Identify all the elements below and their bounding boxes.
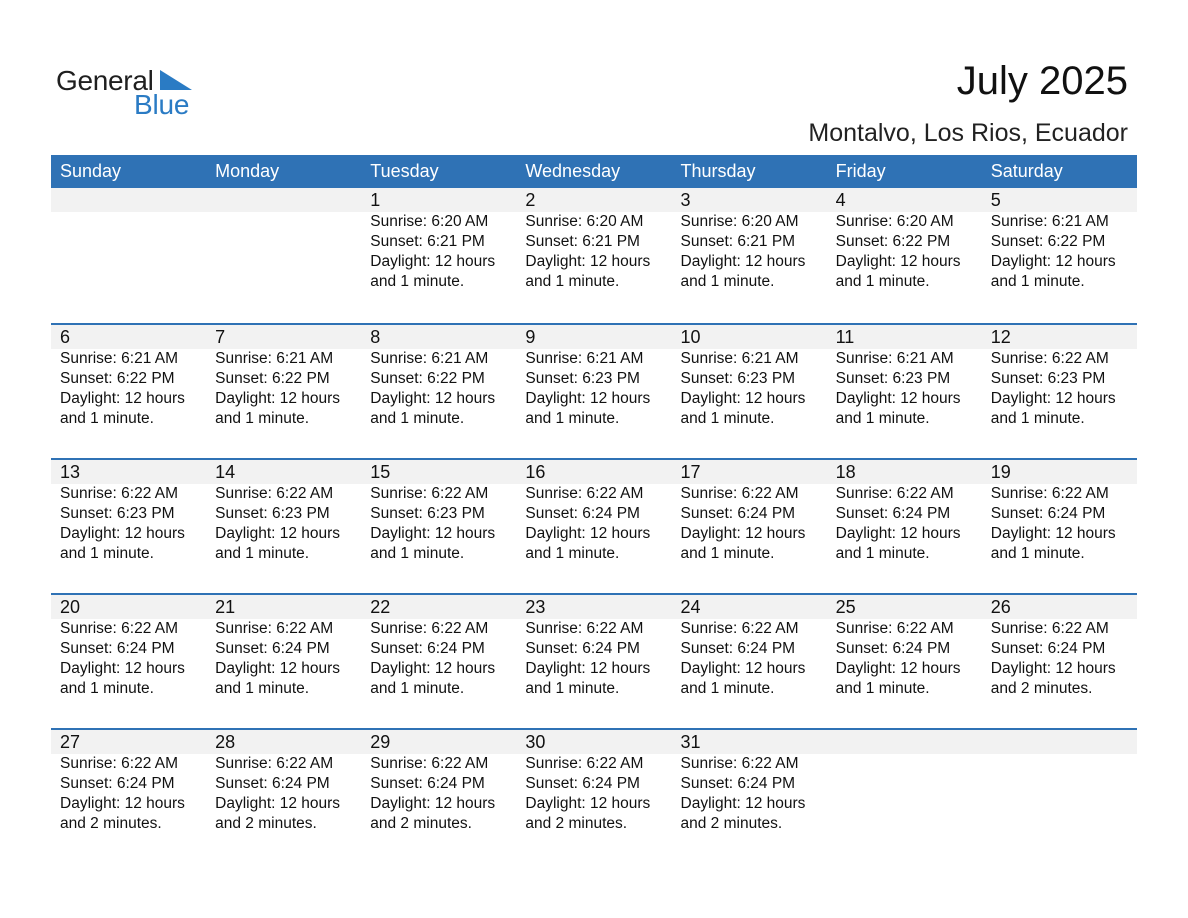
sunset-text: Sunset: 6:24 PM: [60, 775, 175, 792]
daylight-duration-text: and 1 minute.: [680, 273, 775, 290]
empty-day-cell: [206, 188, 361, 323]
weeks-container: [51, 188, 1137, 863]
day-number: 20: [60, 597, 81, 617]
daylight-duration-text: and 1 minute.: [990, 410, 1085, 427]
sunset-text: Sunset: 6:24 PM: [680, 505, 796, 522]
sunset-text: Sunset: 6:23 PM: [215, 505, 330, 522]
day-cell: [51, 730, 206, 863]
daylight-duration-text: and 2 minutes.: [215, 815, 317, 832]
daylight-duration-text: and 2 minutes.: [990, 680, 1093, 697]
sunset-text: Sunset: 6:24 PM: [525, 505, 640, 522]
daylight-text: Daylight: 12 hours: [370, 390, 496, 407]
sunset-text: Sunset: 6:24 PM: [525, 640, 640, 657]
sunrise-text: Sunrise: 6:22 AM: [680, 620, 799, 637]
sunrise-text: Sunrise: 6:22 AM: [835, 485, 954, 502]
weekday-header: Wednesday: [525, 161, 621, 181]
day-cell: [516, 188, 671, 323]
sunset-text: Sunset: 6:23 PM: [835, 370, 951, 387]
week-row: [51, 728, 1137, 863]
daylight-text: Daylight: 12 hours: [990, 525, 1116, 542]
day-cell: [51, 460, 206, 593]
daylight-duration-text: and 1 minute.: [525, 545, 620, 562]
day-number: 16: [525, 462, 546, 482]
sunrise-text: Sunrise: 6:22 AM: [370, 755, 489, 772]
daylight-duration-text: and 2 minutes.: [60, 815, 162, 832]
sunrise-text: Sunrise: 6:21 AM: [215, 350, 334, 367]
day-number: 2: [525, 190, 536, 210]
day-cell: [206, 325, 361, 458]
week-row: [51, 458, 1137, 593]
day-cell: [516, 460, 671, 593]
daylight-text: Daylight: 12 hours: [525, 525, 651, 542]
day-number: 29: [370, 732, 391, 752]
empty-day-cell: [827, 730, 982, 863]
daylight-text: Daylight: 12 hours: [835, 390, 961, 407]
daylight-text: Daylight: 12 hours: [370, 660, 496, 677]
day-number: 6: [60, 327, 71, 347]
day-number: 28: [215, 732, 236, 752]
day-cell: [672, 460, 827, 593]
daylight-text: Daylight: 12 hours: [680, 253, 806, 270]
day-cell: [516, 595, 671, 728]
weekday-header: Saturday: [990, 161, 1063, 181]
day-cell: [51, 595, 206, 728]
sunset-text: Sunset: 6:24 PM: [990, 505, 1106, 522]
day-number: 18: [835, 462, 856, 482]
sunrise-text: Sunrise: 6:22 AM: [215, 620, 334, 637]
day-cell: [516, 730, 671, 863]
day-number: 7: [215, 327, 226, 347]
day-cell: [361, 460, 516, 593]
sunrise-text: Sunrise: 6:22 AM: [60, 485, 179, 502]
sunrise-text: Sunrise: 6:22 AM: [680, 485, 799, 502]
sunrise-text: Sunrise: 6:21 AM: [525, 350, 644, 367]
sunset-text: Sunset: 6:24 PM: [370, 775, 485, 792]
daylight-duration-text: and 1 minute.: [370, 273, 465, 290]
day-number: 4: [835, 190, 846, 210]
daylight-duration-text: and 1 minute.: [370, 680, 465, 697]
daylight-text: Daylight: 12 hours: [60, 525, 185, 542]
day-cell: [361, 595, 516, 728]
daylight-text: Daylight: 12 hours: [835, 660, 961, 677]
day-number: 15: [370, 462, 391, 482]
day-cell: [51, 325, 206, 458]
daylight-text: Daylight: 12 hours: [215, 525, 341, 542]
daylight-duration-text: and 1 minute.: [215, 545, 310, 562]
logo-triangle-icon: [160, 70, 192, 90]
weekday-header: Tuesday: [370, 161, 439, 181]
sunset-text: Sunset: 6:24 PM: [370, 640, 485, 657]
empty-day-cell: [51, 188, 206, 323]
day-number: 17: [680, 462, 701, 482]
daylight-duration-text: and 1 minute.: [835, 545, 930, 562]
daylight-duration-text: and 1 minute.: [215, 680, 310, 697]
sunset-text: Sunset: 6:24 PM: [990, 640, 1106, 657]
weekday-header: Thursday: [680, 161, 756, 181]
daylight-text: Daylight: 12 hours: [60, 660, 185, 677]
sunrise-text: Sunrise: 6:21 AM: [680, 350, 799, 367]
sunset-text: Sunset: 6:22 PM: [60, 370, 175, 387]
sunrise-text: Sunrise: 6:22 AM: [990, 485, 1109, 502]
sunset-text: Sunset: 6:24 PM: [835, 640, 951, 657]
daylight-duration-text: and 1 minute.: [215, 410, 310, 427]
day-number: 11: [835, 327, 855, 347]
day-number: 27: [60, 732, 81, 752]
daylight-text: Daylight: 12 hours: [990, 253, 1116, 270]
daylight-text: Daylight: 12 hours: [525, 660, 651, 677]
sunset-text: Sunset: 6:24 PM: [215, 775, 330, 792]
sunset-text: Sunset: 6:23 PM: [990, 370, 1106, 387]
daylight-text: Daylight: 12 hours: [835, 525, 961, 542]
day-number: 21: [215, 597, 236, 617]
logo-text-general: General: [56, 65, 154, 96]
daylight-duration-text: and 1 minute.: [835, 273, 930, 290]
sunset-text: Sunset: 6:22 PM: [835, 233, 951, 250]
location-subtitle: Montalvo, Los Rios, Ecuador: [808, 119, 1128, 147]
day-cell: [206, 460, 361, 593]
daylight-duration-text: and 1 minute.: [525, 680, 620, 697]
daylight-duration-text: and 1 minute.: [60, 680, 154, 697]
day-cell: [827, 325, 982, 458]
week-cells: [51, 325, 1137, 458]
sunset-text: Sunset: 6:24 PM: [835, 505, 951, 522]
day-cell: [516, 325, 671, 458]
day-cell: [982, 595, 1137, 728]
sunset-text: Sunset: 6:24 PM: [525, 775, 640, 792]
day-number: 30: [525, 732, 546, 752]
daylight-text: Daylight: 12 hours: [370, 253, 496, 270]
sunset-text: Sunset: 6:24 PM: [680, 640, 796, 657]
sunrise-text: Sunrise: 6:22 AM: [990, 620, 1109, 637]
day-cell: [206, 730, 361, 863]
sunrise-text: Sunrise: 6:21 AM: [990, 213, 1109, 230]
sunrise-text: Sunrise: 6:22 AM: [525, 485, 644, 502]
sunset-text: Sunset: 6:23 PM: [525, 370, 640, 387]
day-number: 26: [990, 597, 1011, 617]
day-number: 8: [370, 327, 381, 347]
logo-text-blue: Blue: [134, 89, 190, 120]
sunset-text: Sunset: 6:23 PM: [60, 505, 175, 522]
daylight-text: Daylight: 12 hours: [525, 795, 651, 812]
sunrise-text: Sunrise: 6:21 AM: [60, 350, 179, 367]
daylight-text: Daylight: 12 hours: [215, 795, 341, 812]
day-number: 1: [370, 190, 381, 210]
sunset-text: Sunset: 6:23 PM: [680, 370, 796, 387]
sunrise-text: Sunrise: 6:20 AM: [525, 213, 644, 230]
day-cell: [672, 188, 827, 323]
sunrise-text: Sunrise: 6:22 AM: [60, 755, 179, 772]
daylight-duration-text: and 1 minute.: [680, 680, 775, 697]
day-number: 22: [370, 597, 391, 617]
page-title: July 2025: [956, 59, 1128, 103]
daylight-duration-text: and 1 minute.: [835, 410, 930, 427]
weekday-header: Monday: [215, 161, 280, 181]
daylight-text: Daylight: 12 hours: [215, 390, 341, 407]
day-number: 31: [680, 732, 701, 752]
day-number: 5: [990, 190, 1001, 210]
day-number: 24: [680, 597, 701, 617]
sunrise-text: Sunrise: 6:22 AM: [215, 755, 334, 772]
week-row: [51, 188, 1137, 323]
week-cells: [51, 460, 1137, 593]
sunset-text: Sunset: 6:24 PM: [60, 640, 175, 657]
day-cell: [672, 595, 827, 728]
sunset-text: Sunset: 6:21 PM: [680, 233, 796, 250]
day-cell: [206, 595, 361, 728]
daylight-text: Daylight: 12 hours: [60, 795, 185, 812]
sunset-text: Sunset: 6:22 PM: [990, 233, 1106, 250]
sunrise-text: Sunrise: 6:22 AM: [370, 620, 489, 637]
sunrise-text: Sunrise: 6:22 AM: [680, 755, 799, 772]
sunset-text: Sunset: 6:22 PM: [215, 370, 330, 387]
daylight-duration-text: and 1 minute.: [370, 545, 465, 562]
daylight-text: Daylight: 12 hours: [60, 390, 185, 407]
calendar-grid: [51, 155, 1137, 863]
day-cell: [672, 325, 827, 458]
sunset-text: Sunset: 6:24 PM: [215, 640, 330, 657]
day-number: 3: [680, 190, 691, 210]
week-row: [51, 323, 1137, 458]
day-number: 13: [60, 462, 81, 482]
sunset-text: Sunset: 6:24 PM: [680, 775, 796, 792]
daylight-text: Daylight: 12 hours: [680, 525, 806, 542]
sunrise-text: Sunrise: 6:20 AM: [370, 213, 489, 230]
daylight-text: Daylight: 12 hours: [370, 525, 496, 542]
sunrise-text: Sunrise: 6:22 AM: [60, 620, 179, 637]
day-cell: [827, 460, 982, 593]
daylight-duration-text: and 1 minute.: [525, 410, 620, 427]
day-cell: [361, 325, 516, 458]
empty-day-cell: [982, 730, 1137, 863]
daylight-text: Daylight: 12 hours: [215, 660, 341, 677]
daylight-duration-text: and 1 minute.: [525, 273, 620, 290]
weekday-header-row: [51, 155, 1137, 188]
day-number: 14: [215, 462, 236, 482]
daylight-text: Daylight: 12 hours: [680, 795, 806, 812]
daylight-duration-text: and 1 minute.: [990, 545, 1085, 562]
sunset-text: Sunset: 6:22 PM: [370, 370, 485, 387]
sunset-text: Sunset: 6:21 PM: [370, 233, 485, 250]
day-cell: [982, 460, 1137, 593]
daylight-duration-text: and 2 minutes.: [525, 815, 628, 832]
sunrise-text: Sunrise: 6:22 AM: [370, 485, 489, 502]
sunrise-text: Sunrise: 6:22 AM: [835, 620, 954, 637]
day-cell: [672, 730, 827, 863]
day-number: 19: [990, 462, 1011, 482]
day-cell: [361, 730, 516, 863]
weekday-header: Sunday: [60, 161, 122, 181]
daylight-text: Daylight: 12 hours: [990, 660, 1116, 677]
sunrise-text: Sunrise: 6:22 AM: [215, 485, 334, 502]
daylight-text: Daylight: 12 hours: [835, 253, 961, 270]
daylight-text: Daylight: 12 hours: [680, 660, 806, 677]
day-cell: [982, 325, 1137, 458]
day-number: 25: [835, 597, 856, 617]
daylight-duration-text: and 1 minute.: [680, 410, 775, 427]
week-cells: [51, 730, 1137, 863]
sunrise-text: Sunrise: 6:20 AM: [680, 213, 799, 230]
daylight-duration-text: and 1 minute.: [60, 410, 154, 427]
daylight-duration-text: and 2 minutes.: [680, 815, 783, 832]
daylight-text: Daylight: 12 hours: [525, 253, 651, 270]
day-number: 10: [680, 327, 701, 347]
day-cell: [827, 188, 982, 323]
week-cells: [51, 595, 1137, 728]
daylight-duration-text: and 1 minute.: [370, 410, 465, 427]
daylight-text: Daylight: 12 hours: [990, 390, 1116, 407]
sunset-text: Sunset: 6:21 PM: [525, 233, 640, 250]
sunrise-text: Sunrise: 6:21 AM: [835, 350, 954, 367]
daylight-duration-text: and 1 minute.: [60, 545, 154, 562]
sunrise-text: Sunrise: 6:20 AM: [835, 213, 954, 230]
sunset-text: Sunset: 6:23 PM: [370, 505, 485, 522]
generalblue-logo: [56, 66, 196, 118]
daylight-duration-text: and 1 minute.: [680, 545, 775, 562]
day-cell: [982, 188, 1137, 323]
daylight-duration-text: and 1 minute.: [990, 273, 1085, 290]
week-row: [51, 593, 1137, 728]
sunrise-text: Sunrise: 6:21 AM: [370, 350, 489, 367]
sunrise-text: Sunrise: 6:22 AM: [990, 350, 1109, 367]
sunrise-text: Sunrise: 6:22 AM: [525, 620, 644, 637]
sunrise-text: Sunrise: 6:22 AM: [525, 755, 644, 772]
daylight-duration-text: and 1 minute.: [835, 680, 930, 697]
day-cell: [827, 595, 982, 728]
daylight-duration-text: and 2 minutes.: [370, 815, 472, 832]
week-cells: [51, 188, 1137, 323]
weekday-header: Friday: [835, 161, 886, 181]
day-number: 12: [990, 327, 1011, 347]
daylight-text: Daylight: 12 hours: [370, 795, 496, 812]
day-number: 9: [525, 327, 536, 347]
day-cell: [361, 188, 516, 323]
daylight-text: Daylight: 12 hours: [680, 390, 806, 407]
day-number: 23: [525, 597, 546, 617]
daylight-text: Daylight: 12 hours: [525, 390, 651, 407]
